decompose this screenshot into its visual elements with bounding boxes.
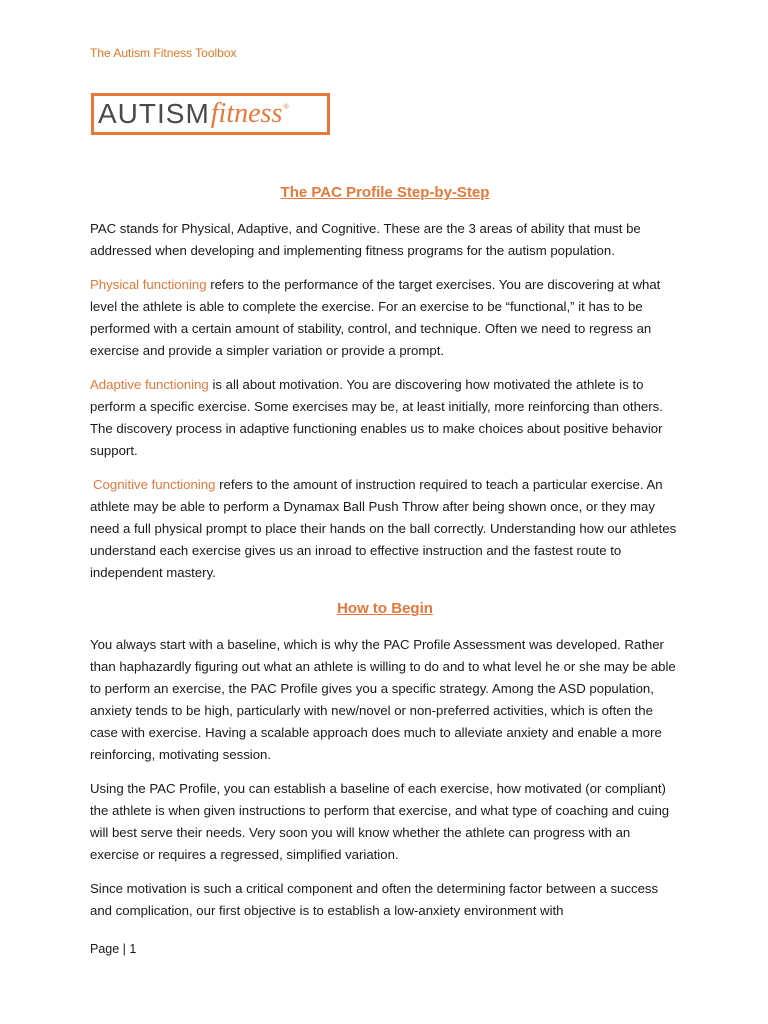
logo-word-fitness: fitness	[210, 98, 283, 129]
logo-registered-mark: ®	[283, 104, 289, 111]
motivation-paragraph: Since motivation is such a critical component and often the determining factor between a success and complication, our first objective is to establish a low-anxiety environment with	[90, 881, 659, 918]
section-title-pac-profile: The PAC Profile Step-by-Step	[280, 184, 490, 201]
logo-word-autism: AUTISM	[98, 98, 210, 129]
section-title-how-to-begin: How to Begin	[337, 600, 433, 617]
adaptive-text: is all about motivation. You are discovering how motivated the athlete is to perform a specific exercise. Some exercises may be, at least initially, more reinforcing than others. The discovery process in adaptive functioning enables us to make choices about positive behavior support.	[90, 377, 663, 458]
cognitive-term: Cognitive functioning	[93, 477, 216, 492]
pac-profile-paragraph: Using the PAC Profile, you can establish a baseline of each exercise, how motivated (or compliant) the athlete is when given instructions to perform that exercise, and what type of coaching and cuing will best serve their needs. Very soon you will know whether the athlete can progress with an exercise or requires a regressed, simplified variation.	[90, 781, 670, 862]
adaptive-term: Adaptive functioning	[90, 377, 209, 392]
physical-term: Physical functioning	[90, 277, 207, 292]
adaptive-paragraph	[90, 374, 680, 462]
intro-paragraph: PAC stands for Physical, Adaptive, and Cognitive. These are the 3 areas of ability that must be addressed when developing and implementing fitness programs for the autism population.	[90, 221, 641, 258]
autism-fitness-logo	[91, 93, 330, 135]
page-number: Page | 1	[90, 942, 137, 956]
physical-paragraph	[90, 274, 680, 362]
document-body	[90, 182, 680, 922]
logo-inner	[94, 96, 327, 132]
physical-text: refers to the performance of the target exercises. You are discovering at what level the athlete is able to complete the exercise. For an exercise to be “functional,” it has to be performed with a certain amount of stability, control, and technique. Often we need to regress an exercise and provide a simpler variation or provide a prompt.	[90, 277, 661, 358]
baseline-paragraph: You always start with a baseline, which is why the PAC Profile Assessment was developed. Rather than haphazardly figuring out what an athlete is willing to do and to what level he or she may be able to perform an exercise, the PAC Profile gives you a specific strategy. Among the ASD population, anxiety tends to be high, particularly with new/novel or non-preferred activities, which is often the case with exercise. Having a scalable approach does much to alleviate anxiety and enable a more reinforcing, motivating session.	[90, 637, 676, 762]
running-header: The Autism Fitness Toolbox	[90, 46, 237, 60]
cognitive-text: refers to the amount of instruction required to teach a particular exercise. An athlete may be able to perform a Dynamax Ball Push Throw after being shown once, or they may need a full physical prompt to place their hands on the ball correctly. Understanding how our athletes understand each exercise gives us an inroad to effective instruction and the fastest route to independent mastery.	[90, 477, 677, 580]
cognitive-paragraph	[90, 474, 680, 584]
